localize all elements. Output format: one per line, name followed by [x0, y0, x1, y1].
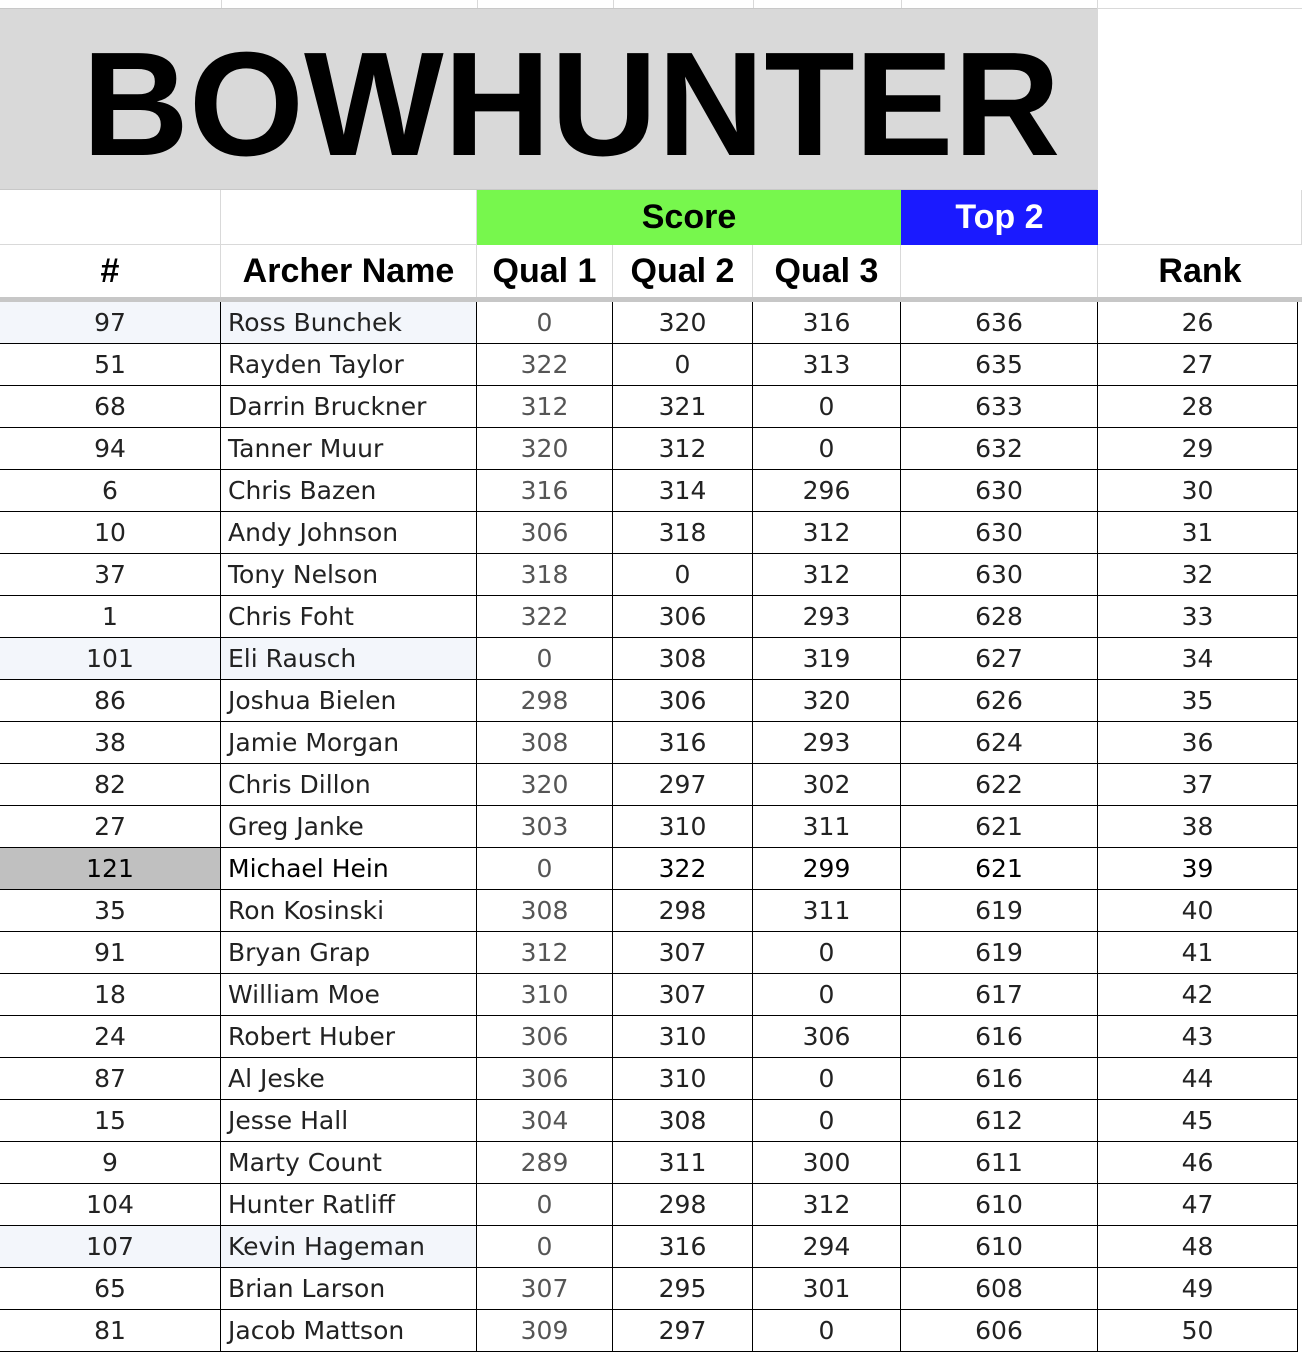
- empty-cell[interactable]: [0, 190, 221, 245]
- cell-qual2[interactable]: 306: [613, 680, 753, 722]
- cell-archer-name[interactable]: Jamie Morgan: [221, 722, 477, 764]
- cell-archer-number[interactable]: 101: [0, 638, 221, 680]
- cell-top2[interactable]: 621: [901, 848, 1098, 890]
- table-row: [0, 344, 1302, 386]
- cell-rank[interactable]: 28: [1098, 386, 1298, 428]
- cell-archer-number[interactable]: 82: [0, 764, 221, 806]
- cell-rank[interactable]: 46: [1098, 1142, 1298, 1184]
- cell-qual1[interactable]: 310: [477, 974, 613, 1016]
- cell-qual1[interactable]: 306: [477, 512, 613, 554]
- cell-rank[interactable]: 32: [1098, 554, 1298, 596]
- cell-rank[interactable]: 48: [1098, 1226, 1298, 1268]
- cell-top2[interactable]: 630: [901, 470, 1098, 512]
- cell-qual2[interactable]: 307: [613, 932, 753, 974]
- cell-qual3[interactable]: 319: [753, 638, 901, 680]
- cell-qual1[interactable]: 308: [477, 722, 613, 764]
- cell-qual1[interactable]: 307: [477, 1268, 613, 1310]
- cell-archer-number[interactable]: 24: [0, 1016, 221, 1058]
- cell-qual1[interactable]: 309: [477, 1310, 613, 1352]
- cell-qual3[interactable]: 0: [753, 974, 901, 1016]
- cell-qual1[interactable]: 322: [477, 596, 613, 638]
- cell-archer-name[interactable]: Chris Dillon: [221, 764, 477, 806]
- cell-qual3[interactable]: 293: [753, 596, 901, 638]
- cell-rank[interactable]: 34: [1098, 638, 1298, 680]
- cell-archer-name[interactable]: Bryan Grap: [221, 932, 477, 974]
- cell-archer-name[interactable]: Ron Kosinski: [221, 890, 477, 932]
- table-row: [0, 470, 1302, 512]
- cell-top2[interactable]: 622: [901, 764, 1098, 806]
- cell-qual3[interactable]: 0: [753, 1310, 901, 1352]
- cell-archer-name[interactable]: Joshua Bielen: [221, 680, 477, 722]
- cell-rank[interactable]: 41: [1098, 932, 1298, 974]
- cell-archer-number[interactable]: 1: [0, 596, 221, 638]
- cell-top2[interactable]: 616: [901, 1016, 1098, 1058]
- cell-top2[interactable]: 630: [901, 554, 1098, 596]
- cell-rank[interactable]: 37: [1098, 764, 1298, 806]
- table-row: [0, 890, 1302, 932]
- cell-rank[interactable]: 43: [1098, 1016, 1298, 1058]
- cell-rank[interactable]: 50: [1098, 1310, 1298, 1352]
- cell-rank[interactable]: 38: [1098, 806, 1298, 848]
- cell-qual3[interactable]: 306: [753, 1016, 901, 1058]
- cell-qual1[interactable]: 0: [477, 302, 613, 344]
- cell-qual1[interactable]: 289: [477, 1142, 613, 1184]
- cell-archer-name[interactable]: Rayden Taylor: [221, 344, 477, 386]
- cell-archer-number[interactable]: 37: [0, 554, 221, 596]
- cell-archer-name[interactable]: Tanner Muur: [221, 428, 477, 470]
- cell-archer-name[interactable]: Kevin Hageman: [221, 1226, 477, 1268]
- cell-rank[interactable]: 26: [1098, 302, 1298, 344]
- cell-top2[interactable]: 630: [901, 512, 1098, 554]
- cell-archer-name[interactable]: Michael Hein: [221, 848, 477, 890]
- gridline: [221, 0, 222, 8]
- table-row: [0, 512, 1302, 554]
- cell-archer-number[interactable]: 107: [0, 1226, 221, 1268]
- cell-archer-number[interactable]: 81: [0, 1310, 221, 1352]
- cell-qual2[interactable]: 307: [613, 974, 753, 1016]
- cell-qual1[interactable]: 320: [477, 764, 613, 806]
- cell-archer-name[interactable]: Robert Huber: [221, 1016, 477, 1058]
- cell-qual2[interactable]: 316: [613, 722, 753, 764]
- cell-qual1[interactable]: 308: [477, 890, 613, 932]
- cell-rank[interactable]: 49: [1098, 1268, 1298, 1310]
- sheet-title: BOWHUNTER: [82, 22, 1061, 187]
- cell-qual2[interactable]: 322: [613, 848, 753, 890]
- cell-archer-number[interactable]: 68: [0, 386, 221, 428]
- cell-qual2[interactable]: 312: [613, 428, 753, 470]
- cell-qual2[interactable]: 318: [613, 512, 753, 554]
- cell-archer-number[interactable]: 51: [0, 344, 221, 386]
- score-table-body: [0, 302, 1302, 1352]
- cell-qual3[interactable]: 0: [753, 1100, 901, 1142]
- cell-qual2[interactable]: 308: [613, 638, 753, 680]
- column-header-rank[interactable]: Rank: [1158, 252, 1242, 290]
- table-row: [0, 932, 1302, 974]
- empty-cell[interactable]: [1097, 8, 1302, 190]
- cell-qual3[interactable]: 296: [753, 470, 901, 512]
- cell-archer-name[interactable]: Greg Janke: [221, 806, 477, 848]
- column-header-name[interactable]: Archer Name: [221, 245, 477, 298]
- cell-top2[interactable]: 608: [901, 1268, 1098, 1310]
- cell-archer-number[interactable]: 87: [0, 1058, 221, 1100]
- table-row: [0, 1184, 1302, 1226]
- cell-qual3[interactable]: 0: [753, 932, 901, 974]
- cell-top2[interactable]: 621: [901, 806, 1098, 848]
- cell-archer-number[interactable]: 94: [0, 428, 221, 470]
- column-header-qual2[interactable]: Qual 2: [613, 245, 753, 298]
- cell-archer-number[interactable]: 104: [0, 1184, 221, 1226]
- table-row: [0, 302, 1302, 344]
- cell-archer-name[interactable]: Chris Bazen: [221, 470, 477, 512]
- cell-archer-name[interactable]: Ross Bunchek: [221, 302, 477, 344]
- cell-qual2[interactable]: 314: [613, 470, 753, 512]
- cell-rank[interactable]: 36: [1098, 722, 1298, 764]
- cell-qual3[interactable]: 311: [753, 890, 901, 932]
- cell-archer-number[interactable]: 91: [0, 932, 221, 974]
- gridline: [901, 0, 902, 8]
- cell-qual3[interactable]: 294: [753, 1226, 901, 1268]
- cell-qual1[interactable]: 0: [477, 638, 613, 680]
- cell-qual2[interactable]: 316: [613, 1226, 753, 1268]
- cell-qual1[interactable]: 318: [477, 554, 613, 596]
- cell-archer-name[interactable]: Jesse Hall: [221, 1100, 477, 1142]
- cell-qual2[interactable]: 310: [613, 1016, 753, 1058]
- table-row: [0, 386, 1302, 428]
- cell-archer-name[interactable]: Jacob Mattson: [221, 1310, 477, 1352]
- cell-archer-name[interactable]: Hunter Ratliff: [221, 1184, 477, 1226]
- cell-top2[interactable]: 628: [901, 596, 1098, 638]
- table-row: [0, 974, 1302, 1016]
- cell-archer-name[interactable]: Eli Rausch: [221, 638, 477, 680]
- table-row: [0, 1226, 1302, 1268]
- cell-qual3[interactable]: 316: [753, 302, 901, 344]
- cell-qual3[interactable]: 320: [753, 680, 901, 722]
- cell-qual2[interactable]: 311: [613, 1142, 753, 1184]
- cell-archer-number[interactable]: 121: [0, 848, 221, 890]
- cell-rank[interactable]: 31: [1098, 512, 1298, 554]
- score-group-header[interactable]: Score: [477, 190, 901, 245]
- cell-top2[interactable]: 636: [901, 302, 1098, 344]
- cell-archer-number[interactable]: 97: [0, 302, 221, 344]
- cell-rank[interactable]: 33: [1098, 596, 1298, 638]
- cell-qual2[interactable]: 298: [613, 890, 753, 932]
- gridline: [1097, 0, 1098, 8]
- cell-archer-name[interactable]: Tony Nelson: [221, 554, 477, 596]
- cell-qual2[interactable]: 310: [613, 806, 753, 848]
- table-row: [0, 848, 1302, 890]
- table-row: [0, 1058, 1302, 1100]
- cell-archer-number[interactable]: 10: [0, 512, 221, 554]
- table-row: [0, 764, 1302, 806]
- table-row: [0, 806, 1302, 848]
- cell-qual2[interactable]: 297: [613, 1310, 753, 1352]
- table-row: [0, 554, 1302, 596]
- column-header-qual3[interactable]: Qual 3: [753, 245, 901, 298]
- table-row: [0, 722, 1302, 764]
- cell-top2[interactable]: 632: [901, 428, 1098, 470]
- cell-qual1[interactable]: 304: [477, 1100, 613, 1142]
- cell-rank[interactable]: 39: [1098, 848, 1298, 890]
- cell-qual2[interactable]: 297: [613, 764, 753, 806]
- cell-qual1[interactable]: 320: [477, 428, 613, 470]
- cell-rank[interactable]: 40: [1098, 890, 1298, 932]
- cell-archer-number[interactable]: 27: [0, 806, 221, 848]
- cell-rank[interactable]: 44: [1098, 1058, 1298, 1100]
- cell-qual3[interactable]: 312: [753, 554, 901, 596]
- cell-qual3[interactable]: 0: [753, 428, 901, 470]
- column-header-num[interactable]: #: [0, 245, 221, 298]
- column-header-top2[interactable]: [901, 245, 1098, 298]
- empty-cell[interactable]: [1098, 190, 1302, 245]
- cell-qual3[interactable]: 312: [753, 512, 901, 554]
- cell-qual3[interactable]: 302: [753, 764, 901, 806]
- cell-qual2[interactable]: 308: [613, 1100, 753, 1142]
- table-row: [0, 680, 1302, 722]
- cell-archer-name[interactable]: Chris Foht: [221, 596, 477, 638]
- cell-top2[interactable]: 633: [901, 386, 1098, 428]
- cell-archer-name[interactable]: Marty Count: [221, 1142, 477, 1184]
- cell-top2[interactable]: 610: [901, 1226, 1098, 1268]
- cell-qual1[interactable]: 0: [477, 848, 613, 890]
- cell-qual1[interactable]: 312: [477, 932, 613, 974]
- table-row: [0, 428, 1302, 470]
- gridline: [477, 0, 478, 8]
- cell-qual1[interactable]: 322: [477, 344, 613, 386]
- cell-qual3[interactable]: 312: [753, 1184, 901, 1226]
- cell-top2[interactable]: 635: [901, 344, 1098, 386]
- cell-rank[interactable]: 27: [1098, 344, 1298, 386]
- cell-qual3[interactable]: 301: [753, 1268, 901, 1310]
- cell-qual2[interactable]: 0: [613, 554, 753, 596]
- gridline: [613, 0, 614, 8]
- cell-qual1[interactable]: 306: [477, 1058, 613, 1100]
- cell-archer-name[interactable]: Darrin Bruckner: [221, 386, 477, 428]
- cell-top2[interactable]: 617: [901, 974, 1098, 1016]
- cell-qual3[interactable]: 293: [753, 722, 901, 764]
- table-row: [0, 1016, 1302, 1058]
- cell-qual3[interactable]: 299: [753, 848, 901, 890]
- cell-qual3[interactable]: 313: [753, 344, 901, 386]
- cell-qual1[interactable]: 312: [477, 386, 613, 428]
- cell-top2[interactable]: 619: [901, 932, 1098, 974]
- cell-top2[interactable]: 626: [901, 680, 1098, 722]
- table-row: [0, 1268, 1302, 1310]
- cell-top2[interactable]: 606: [901, 1310, 1098, 1352]
- cell-qual2[interactable]: 310: [613, 1058, 753, 1100]
- column-header-qual1[interactable]: Qual 1: [477, 245, 613, 298]
- cell-qual1[interactable]: 298: [477, 680, 613, 722]
- cell-archer-number[interactable]: 18: [0, 974, 221, 1016]
- cell-rank[interactable]: 42: [1098, 974, 1298, 1016]
- cell-archer-number[interactable]: 38: [0, 722, 221, 764]
- table-row: [0, 1142, 1302, 1184]
- cell-qual3[interactable]: 311: [753, 806, 901, 848]
- cell-archer-name[interactable]: Andy Johnson: [221, 512, 477, 554]
- cell-rank[interactable]: 30: [1098, 470, 1298, 512]
- cell-top2[interactable]: 610: [901, 1184, 1098, 1226]
- cell-qual1[interactable]: 0: [477, 1184, 613, 1226]
- cell-qual1[interactable]: 306: [477, 1016, 613, 1058]
- title-cell[interactable]: [0, 8, 1097, 190]
- table-row: [0, 1100, 1302, 1142]
- cell-qual3[interactable]: 0: [753, 386, 901, 428]
- cell-qual1[interactable]: 316: [477, 470, 613, 512]
- cell-top2[interactable]: 611: [901, 1142, 1098, 1184]
- cell-archer-number[interactable]: 65: [0, 1268, 221, 1310]
- cell-qual1[interactable]: 303: [477, 806, 613, 848]
- cell-top2[interactable]: 624: [901, 722, 1098, 764]
- cell-rank[interactable]: 29: [1098, 428, 1298, 470]
- cell-rank[interactable]: 45: [1098, 1100, 1298, 1142]
- cell-qual3[interactable]: 0: [753, 1058, 901, 1100]
- cell-archer-name[interactable]: William Moe: [221, 974, 477, 1016]
- table-row: [0, 1310, 1302, 1352]
- cell-archer-number[interactable]: 6: [0, 470, 221, 512]
- cell-qual1[interactable]: 0: [477, 1226, 613, 1268]
- cell-archer-number[interactable]: 9: [0, 1142, 221, 1184]
- cell-qual2[interactable]: 0: [613, 344, 753, 386]
- cell-archer-name[interactable]: Brian Larson: [221, 1268, 477, 1310]
- cell-rank[interactable]: 47: [1098, 1184, 1298, 1226]
- cell-top2[interactable]: 619: [901, 890, 1098, 932]
- empty-cell[interactable]: [221, 190, 477, 245]
- table-row: [0, 596, 1302, 638]
- gridline: [753, 0, 754, 8]
- cell-qual2[interactable]: 306: [613, 596, 753, 638]
- cell-archer-number[interactable]: 15: [0, 1100, 221, 1142]
- cell-archer-number[interactable]: 35: [0, 890, 221, 932]
- cell-qual3[interactable]: 300: [753, 1142, 901, 1184]
- cell-top2[interactable]: 627: [901, 638, 1098, 680]
- cell-top2[interactable]: 612: [901, 1100, 1098, 1142]
- cell-qual2[interactable]: 320: [613, 302, 753, 344]
- cell-archer-name[interactable]: Al Jeske: [221, 1058, 477, 1100]
- table-row: [0, 638, 1302, 680]
- top2-group-header[interactable]: Top 2: [901, 190, 1098, 245]
- cell-qual2[interactable]: 298: [613, 1184, 753, 1226]
- cell-top2[interactable]: 616: [901, 1058, 1098, 1100]
- cell-archer-number[interactable]: 86: [0, 680, 221, 722]
- cell-qual2[interactable]: 295: [613, 1268, 753, 1310]
- cell-qual2[interactable]: 321: [613, 386, 753, 428]
- cell-rank[interactable]: 35: [1098, 680, 1298, 722]
